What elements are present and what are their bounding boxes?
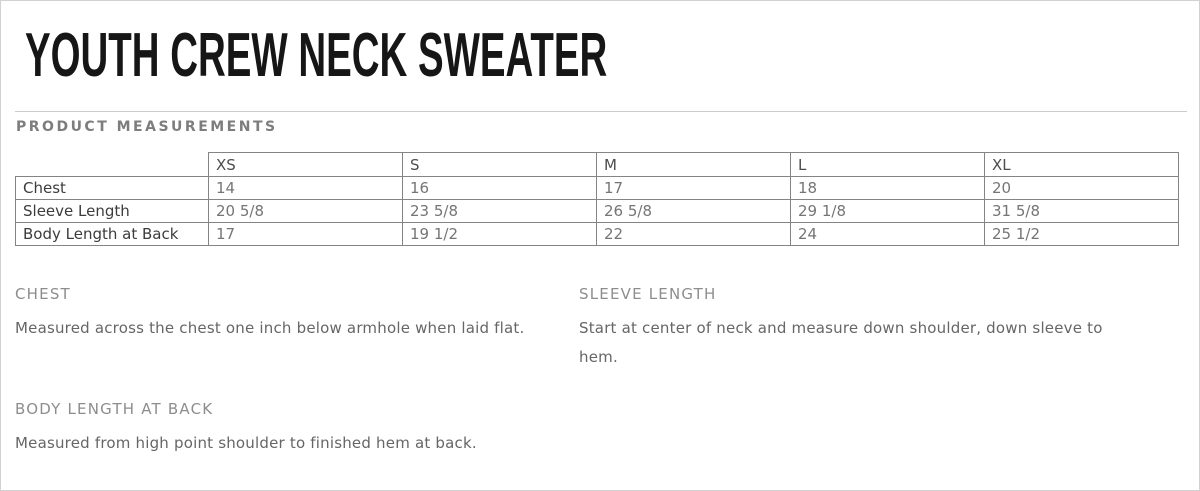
definition-term: CHEST [15, 285, 71, 303]
table-corner-cell [16, 153, 209, 177]
measurement-value: 16 [403, 177, 597, 200]
size-header-s: S [403, 153, 597, 177]
product-measurements-heading: PRODUCT MEASUREMENTS [16, 119, 278, 135]
definition-chest [15, 286, 579, 372]
measurement-value: 31 5/8 [985, 200, 1179, 223]
row-label-sleeve-length: Sleeve Length [16, 200, 209, 223]
definition-term: SLEEVE LENGTH [579, 285, 717, 303]
definition-body-length [15, 401, 1187, 458]
size-header-l: L [791, 153, 985, 177]
measurement-value: 25 1/2 [985, 223, 1179, 246]
row-label-body-length: Body Length at Back [16, 223, 209, 246]
measurement-value: 26 5/8 [597, 200, 791, 223]
divider-rule [15, 111, 1187, 112]
measurement-value: 17 [597, 177, 791, 200]
measurement-value: 19 1/2 [403, 223, 597, 246]
size-header-m: M [597, 153, 791, 177]
measurement-value: 22 [597, 223, 791, 246]
measurement-value: 20 [985, 177, 1179, 200]
measurement-value: 14 [209, 177, 403, 200]
table-row-body-length [16, 223, 1179, 246]
measurements-table [15, 152, 1179, 246]
measurement-value: 17 [209, 223, 403, 246]
table-row-chest [16, 177, 1179, 200]
table-row-sleeve-length [16, 200, 1179, 223]
table-header-row [16, 153, 1179, 177]
definition-term: BODY LENGTH AT BACK [15, 400, 214, 418]
definition-sleeve-length [579, 286, 1124, 372]
page-title: YOUTH CREW NECK SWEATER [25, 21, 608, 90]
definition-description: Measured from high point shoulder to finished hem at back. [15, 434, 477, 452]
measurement-value: 20 5/8 [209, 200, 403, 223]
definition-description: Start at center of neck and measure down shoulder, down sleeve to hem. [579, 319, 1103, 366]
measurement-value: 29 1/8 [791, 200, 985, 223]
measurement-value: 24 [791, 223, 985, 246]
measurement-value: 23 5/8 [403, 200, 597, 223]
definition-description: Measured across the chest one inch below armhole when laid flat. [15, 319, 525, 337]
row-label-chest: Chest [16, 177, 209, 200]
size-header-xs: XS [209, 153, 403, 177]
measurement-definitions [15, 286, 1187, 458]
measurement-value: 18 [791, 177, 985, 200]
size-header-xl: XL [985, 153, 1179, 177]
